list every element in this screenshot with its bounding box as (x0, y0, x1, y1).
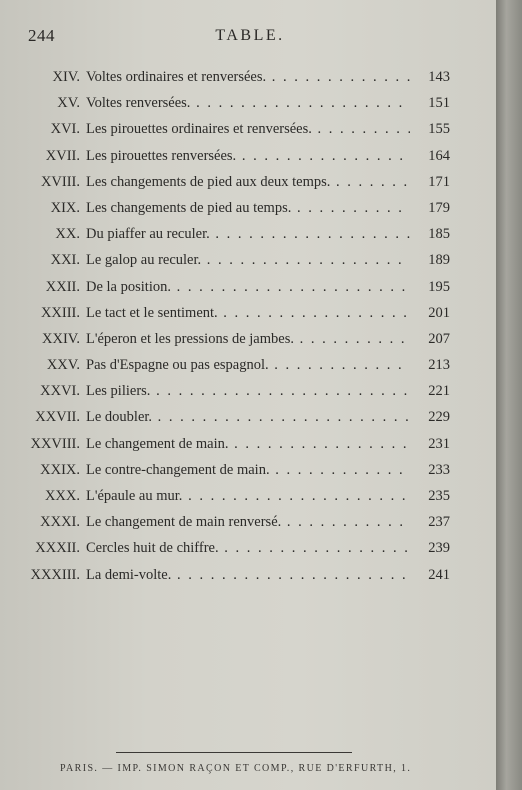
page-ref: 233 (428, 461, 450, 478)
toc-entry (14, 274, 450, 300)
page-ref: 143 (428, 69, 450, 85)
chapter-number: XXVI. (40, 383, 80, 400)
page-ref: 237 (428, 514, 450, 531)
toc-entry (14, 483, 450, 509)
chapter-title: Le galop au reculer. . . . (86, 247, 410, 273)
chapter-title: Pas d'Espagne ou pas espagnol. . . . (86, 352, 410, 378)
toc-entry (14, 457, 450, 483)
page-ref: 171 (428, 173, 450, 190)
chapter-number: XVII. (45, 147, 80, 164)
toc-entry (14, 116, 450, 142)
page-ref: 241 (428, 566, 450, 583)
page-ref: 189 (428, 252, 450, 269)
chapter-title: Cercles huit de chiffre. . . . (86, 535, 410, 561)
chapter-title: De la position. . . . (86, 274, 410, 300)
chapter-number: XXVIII. (30, 435, 80, 452)
chapter-title: Les changements de pied aux deux temps. . . . (86, 169, 410, 195)
toc-entry (14, 143, 450, 169)
page-ref: 221 (428, 383, 450, 400)
chapter-title: Les piliers. . . . (86, 378, 410, 404)
chapter-number: XIX. (50, 199, 80, 216)
chapter-title: Le doubler. . . . (86, 404, 410, 430)
chapter-title: Le contre-changement de main. . . . (86, 457, 410, 483)
chapter-number: XXIV. (42, 330, 80, 347)
chapter-number: XXIII. (40, 304, 80, 321)
page-number: 244 (28, 26, 55, 45)
toc-entry (14, 221, 450, 247)
chapter-title: Le changement de main. . . . (86, 431, 410, 457)
toc-entry (14, 404, 450, 430)
chapter-title: Le tact et le sentiment. . . . (86, 300, 410, 326)
page-ref: 155 (428, 121, 450, 138)
chapter-title: Voltes renversées. . . . (86, 90, 410, 116)
chapter-title: Du piaffer au reculer. . . . (86, 221, 410, 247)
chapter-number: XV. (57, 95, 80, 112)
chapter-title: Les pirouettes renversées. . . . (86, 143, 410, 169)
table-of-contents (14, 64, 450, 588)
toc-entry (14, 535, 450, 561)
toc-entry (14, 300, 450, 326)
page-ref: 213 (428, 357, 450, 374)
chapter-title: Le changement de main renversé. . . . (86, 509, 410, 535)
page-ref: 185 (428, 226, 450, 243)
page-ref: 239 (428, 540, 450, 557)
running-title: TABLE. (215, 27, 285, 44)
chapter-number: XXXII. (35, 540, 80, 557)
toc-entry (14, 169, 450, 195)
chapter-number: XX. (55, 226, 80, 243)
toc-entry (14, 562, 450, 588)
page-ref: 151 (428, 95, 450, 112)
chapter-number: XXV. (46, 357, 80, 374)
chapter-number: XXVII. (35, 409, 80, 426)
page-ref: 235 (428, 488, 450, 504)
toc-entry (14, 509, 450, 535)
toc-entry (14, 378, 450, 404)
page-ref: 207 (428, 330, 450, 347)
chapter-title: L'éperon et les pressions de jambes. . . . (86, 326, 410, 352)
chapter-title: L'épaule au mur. . . . (86, 483, 410, 509)
toc-entry (14, 326, 450, 352)
toc-entry (14, 431, 450, 457)
toc-entry (14, 247, 450, 273)
chapter-title: Les changements de pied au temps. . . . (86, 195, 410, 221)
page-ref: 201 (428, 304, 450, 321)
chapter-number: XVIII. (40, 173, 80, 190)
page-ref: 195 (428, 278, 450, 295)
chapter-number: XXII. (45, 278, 80, 295)
chapter-number: XXIX. (40, 461, 80, 478)
chapter-number: XXI. (50, 252, 80, 269)
page-header (28, 26, 472, 48)
toc-entry (14, 195, 450, 221)
printer-imprint: PARIS. — IMP. SIMON RAÇON ET COMP., RUE D'ERFURTH, 1. (60, 763, 412, 774)
page-ref: 229 (428, 409, 450, 426)
footer-rule (116, 752, 352, 753)
chapter-number: XXX. (44, 488, 80, 504)
chapter-number: XXXIII. (30, 566, 80, 583)
chapter-title: La demi-volte. . . . (86, 562, 410, 588)
toc-entry (14, 352, 450, 378)
page-edge (496, 0, 522, 790)
toc-entry (14, 90, 450, 116)
chapter-title: Les pirouettes ordinaires et renversées. . . . (86, 116, 410, 142)
toc-entry (14, 64, 450, 90)
page-ref: 164 (428, 147, 450, 164)
chapter-number: XXXI. (40, 514, 80, 531)
page-ref: 231 (428, 435, 450, 452)
chapter-number: XIV. (52, 69, 80, 85)
chapter-title: Voltes ordinaires et renversées. . . . (86, 64, 410, 90)
chapter-number: XVI. (50, 121, 80, 138)
page-ref: 179 (428, 199, 450, 216)
